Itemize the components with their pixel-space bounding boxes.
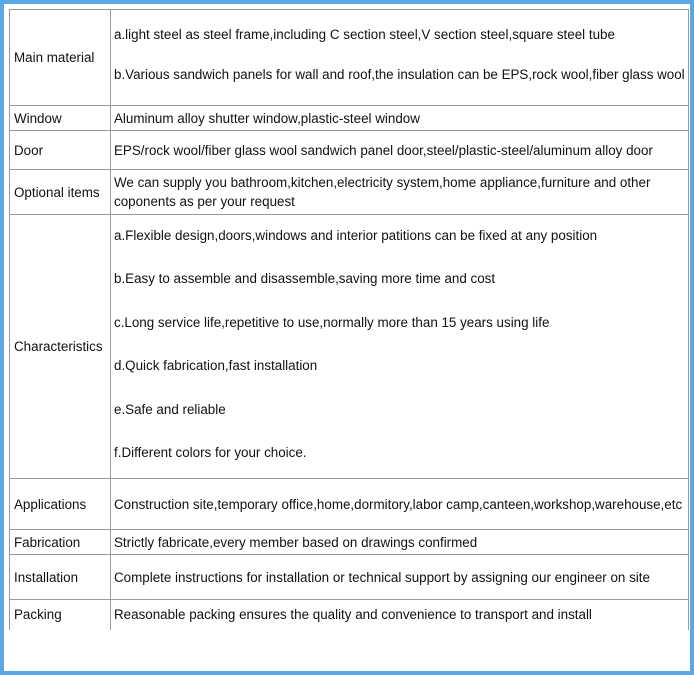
row-label: Packing xyxy=(10,600,111,630)
row-value: Strictly fabricate,every member based on drawings confirmed xyxy=(111,530,689,555)
value-line: b.Easy to assemble and disassemble,saving more time and cost xyxy=(114,271,496,287)
row-value xyxy=(111,215,689,479)
row-value: Construction site,temporary office,home,dormitory,labor camp,canteen,workshop,warehouse,etc xyxy=(111,479,689,530)
table-row-optional-items xyxy=(10,170,689,215)
row-value: Complete instructions for installation or technical support by assigning our engineer on site xyxy=(111,555,689,600)
row-value: Aluminum alloy shutter window,plastic-steel window xyxy=(111,106,689,131)
table-row-packing xyxy=(10,600,689,630)
value-line: e.Safe and reliable xyxy=(114,401,226,417)
row-value: Reasonable packing ensures the quality and convenience to transport and install xyxy=(111,600,689,630)
value-line: f.Different colors for your choice. xyxy=(114,445,307,461)
row-value xyxy=(111,10,689,106)
row-label: Applications xyxy=(10,479,111,530)
table-row-characteristics xyxy=(10,215,689,479)
row-label: Window xyxy=(10,106,111,131)
row-label: Fabrication xyxy=(10,530,111,555)
value-line: a.light steel as steel frame,including C section steel,V section steel,square steel tube xyxy=(114,27,615,42)
table-row-installation xyxy=(10,555,689,600)
row-label: Door xyxy=(10,131,111,170)
value-line: d.Quick fabrication,fast installation xyxy=(114,358,318,374)
row-value: We can supply you bathroom,kitchen,electricity system,home appliance,furniture and other coponents as per your request xyxy=(111,170,689,215)
row-label: Optional items xyxy=(10,170,111,215)
row-label: Main material xyxy=(10,10,111,106)
product-spec-table xyxy=(9,9,689,630)
value-line: b.Various sandwich panels for wall and roof,the insulation can be EPS,rock wool,fiber glass wool xyxy=(114,67,685,82)
row-label: Installation xyxy=(10,555,111,600)
table-row-fabrication xyxy=(10,530,689,555)
table-row-applications xyxy=(10,479,689,530)
row-label: Characteristics xyxy=(10,215,111,479)
table-row-window xyxy=(10,106,689,131)
table-row-door xyxy=(10,131,689,170)
row-value: EPS/rock wool/fiber glass wool sandwich panel door,steel/plastic-steel/aluminum alloy door xyxy=(111,131,689,170)
value-line: c.Long service life,repetitive to use,normally more than 15 years using life xyxy=(114,314,550,330)
value-line: a.Flexible design,doors,windows and interior patitions can be fixed at any position xyxy=(114,227,598,243)
table-row-main-material xyxy=(10,10,689,106)
